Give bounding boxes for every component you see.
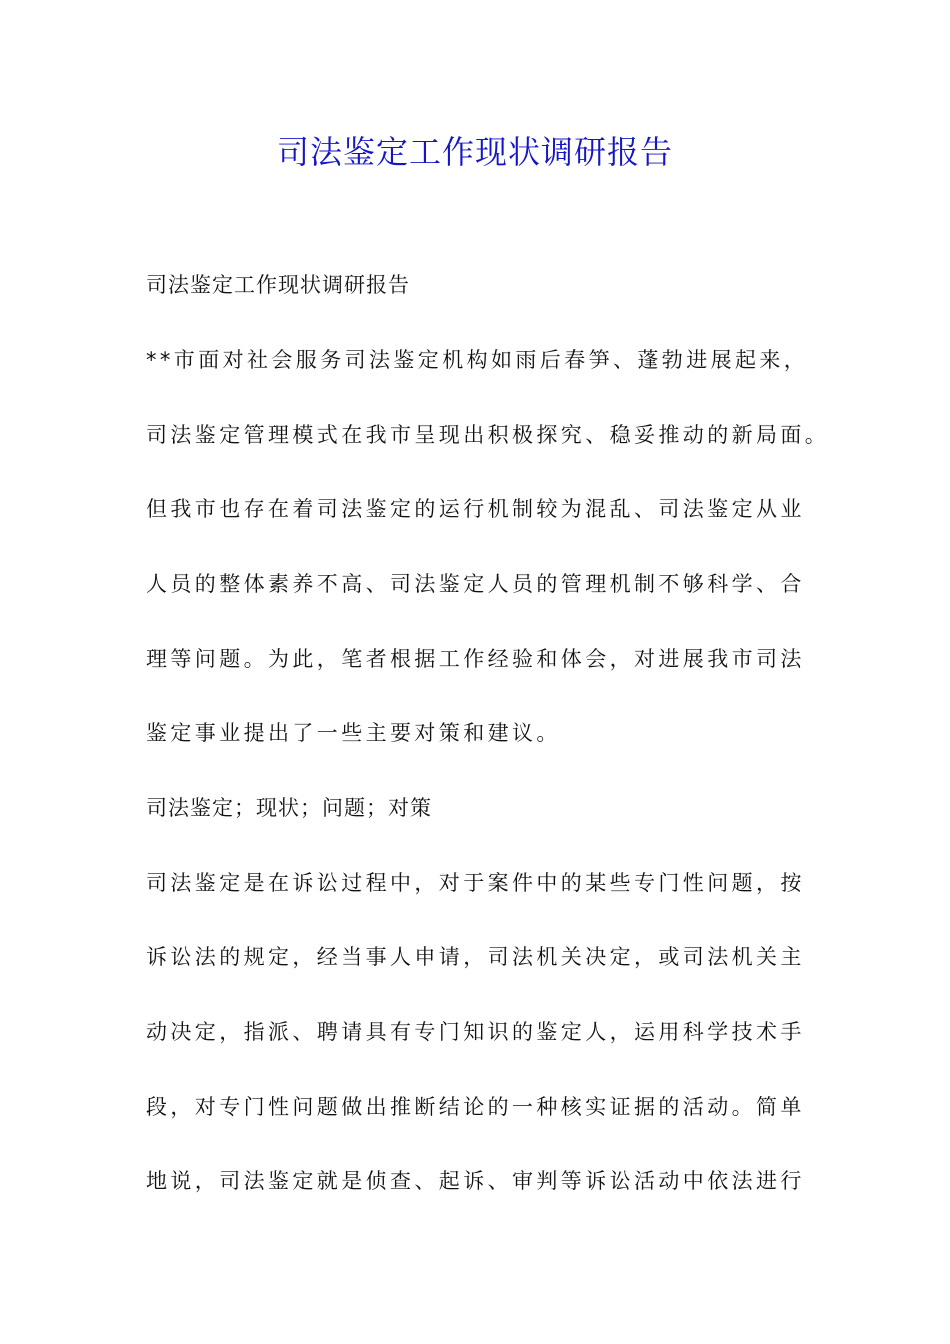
body-line: 动决定，指派、聘请具有专门知识的鉴定人，运用科学技术手 [146, 1020, 805, 1044]
abstract-line: 鉴定事业提出了一些主要对策和建议。 [146, 721, 561, 745]
body-line: 段，对专门性问题做出推断结论的一种核实证据的活动。简单 [146, 1095, 805, 1119]
abstract-line: **市面对社会服务司法鉴定机构如雨后春笋、蓬勃进展起来， [146, 348, 809, 372]
body-line: 地说，司法鉴定就是侦查、起诉、审判等诉讼活动中依法进行 [146, 1169, 805, 1193]
body-line: 司法鉴定是在诉讼过程中，对于案件中的某些专门性问题，按 [146, 871, 805, 895]
keywords: 司法鉴定；现状；问题；对策 [146, 796, 432, 820]
abstract-line: 司法鉴定管理模式在我市呈现出积极探究、稳妥推动的新局面。 [146, 423, 830, 447]
abstract-line: 但我市也存在着司法鉴定的运行机制较为混乱、司法鉴定从业 [146, 497, 805, 521]
body-line: 诉讼法的规定，经当事人申请，司法机关决定，或司法机关主 [146, 945, 805, 969]
document-title: 司法鉴定工作现状调研报告 [276, 133, 673, 171]
document-subtitle: 司法鉴定工作现状调研报告 [146, 273, 410, 297]
abstract-line: 理等问题。为此，笔者根据工作经验和体会，对进展我市司法 [146, 647, 805, 671]
abstract-line: 人员的整体素养不高、司法鉴定人员的管理机制不够科学、合 [146, 572, 805, 596]
